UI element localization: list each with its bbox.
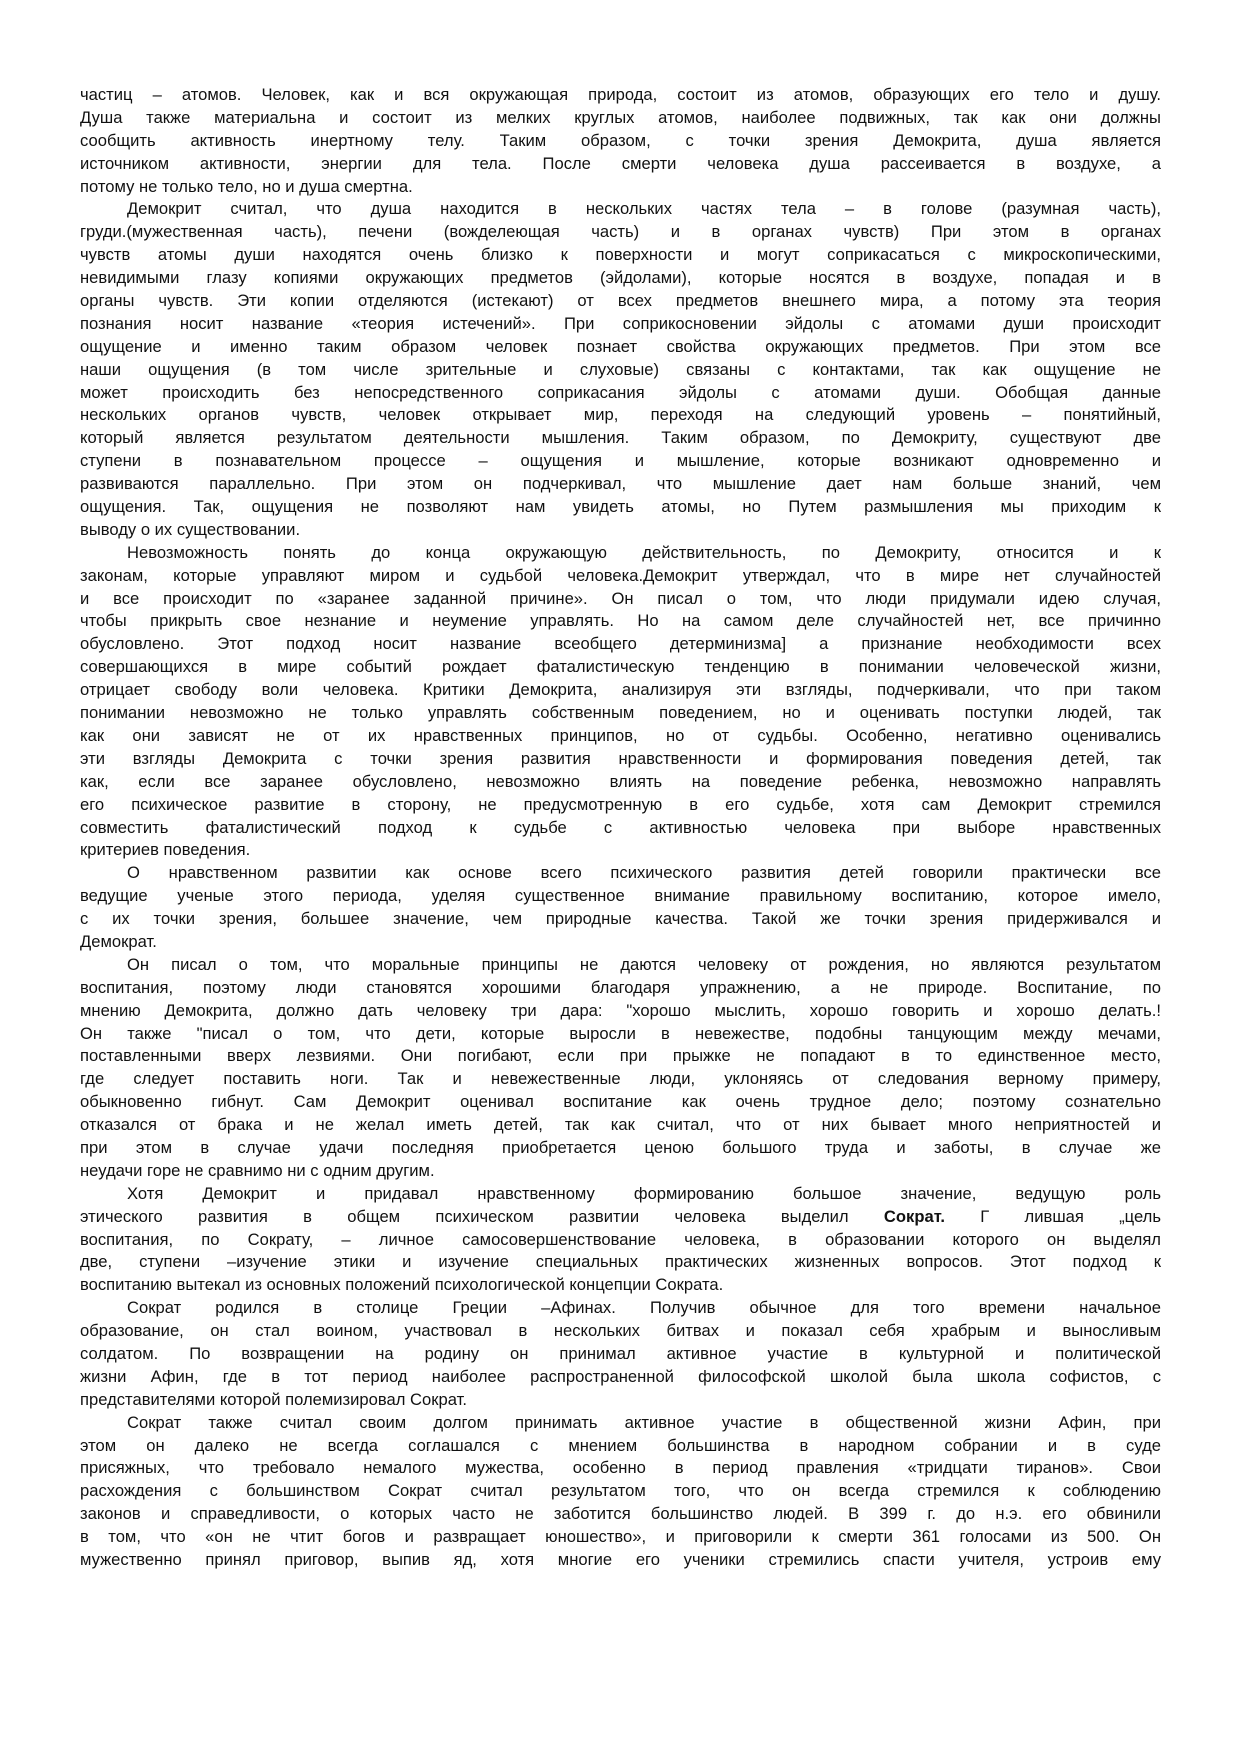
- text-line: законам, которые управляют миром и судьбой человека.Демокрит утверждал, что в мире нет случайностей: [80, 565, 1161, 585]
- text-line: неудачи горе не сравнимо ни с одним другим.: [80, 1160, 435, 1180]
- text-line: мнению Демокрита, должно дать человеку три дара: "хорошо мыслить, хорошо говорить и хорошо делать.!: [80, 1000, 1161, 1020]
- text-line: потому не только тело, но и душа смертна.: [80, 176, 413, 196]
- text-line: груди.(мужественная часть), печени (вожделеющая часть) и в органах чувств) При этом в органах: [80, 222, 1161, 242]
- document-page: [80, 84, 1161, 1572]
- paragraph: [80, 84, 1161, 198]
- text-line: при этом в случае удачи последняя приобретается ценою большого труда и заботы, в случае же: [80, 1137, 1161, 1157]
- text-line: образование, он стал воином, участвовал в нескольких битвах и показал себя храбрым и выносливым: [80, 1321, 1161, 1341]
- text-line: мужественно принял приговор, выпив яд, хотя многие его ученики стремились спасти учителя, устроив ему: [80, 1550, 1161, 1569]
- text-line: который является результатом деятельности мышления. Таким образом, по Демокриту, существуют две: [80, 428, 1161, 448]
- text-line: источником активности, энергии для тела. После смерти человека душа рассеивается в воздухе, а: [80, 153, 1161, 173]
- text-line: где следует поставить ноги. Так и невежественные люди, уклоняясь от следования верному примеру,: [80, 1069, 1161, 1089]
- paragraph: [80, 1412, 1161, 1572]
- text-line: две, ступени –изучение этики и изучение специальных практических жизненных вопросов. Этот подход к: [80, 1252, 1161, 1272]
- text-line: в том, что «он не чтит богов и развращает юношество», и приговорили к смерти 361 голосами из 500. Он: [80, 1527, 1161, 1547]
- text-line: и все происходит по «заранее заданной причине». Он писал о том, что люди придумали идею случая,: [80, 588, 1161, 608]
- text-segment: Г лившая „цель: [944, 1206, 1161, 1226]
- text-line: Демократ.: [80, 931, 157, 951]
- text-line: представителями которой полемизировал Сократ.: [80, 1389, 467, 1409]
- text-line: может происходить без непосредственного соприкасания эйдолы с атомами души. Обобщая данные: [80, 382, 1161, 402]
- text-line: познания носит название «теория истечений». При соприкосновении эйдолы с атомами души происходит: [80, 313, 1161, 333]
- text-line: солдатом. По возвращении на родину он принимал активное участие в культурной и политической: [80, 1343, 1161, 1363]
- paragraph: [80, 198, 1161, 541]
- text-line: Демокрит считал, что душа находится в нескольких частях тела – в голове (разумная часть),: [127, 199, 1161, 219]
- paragraph: [80, 862, 1161, 954]
- text-line: нескольких органов чувств, человек открывает мир, переходя на следующий уровень – понятийный,: [80, 405, 1161, 425]
- text-line: невидимыми глазу копиями окружающих предметов (эйдолами), которые носятся в воздухе, попадая и в: [80, 268, 1161, 288]
- bold-name: Сократ.: [883, 1206, 945, 1226]
- text-line: присяжных, что требовало немалого мужества, особенно в период правления «тридцати тиранов». Свои: [80, 1458, 1161, 1478]
- text-line: расхождения с большинством Сократ считал результатом того, что он всегда стремился к соблюдению: [80, 1481, 1161, 1501]
- text-line: совершающихся в мире событий рождает фаталистическую тенденцию в понимании человеческой жизни,: [80, 657, 1161, 677]
- text-line: как они зависят не от их нравственных принципов, но от судьбы. Особенно, негативно оценивались: [80, 725, 1161, 745]
- text-line: обыкновенно гибнут. Сам Демокрит оценивал воспитание как очень трудное дело; поэтому сознательно: [80, 1092, 1161, 1112]
- text-line: обусловлено. Этот подход носит название всеобщего детерминизма] а признание необходимости всех: [80, 634, 1161, 654]
- text-line: воспитания, поэтому люди становятся хорошими благодаря упражнению, а не природе. Воспитание, по: [80, 977, 1161, 997]
- text-line: воспитанию вытекал из основных положений психологической концепции Сократа.: [80, 1275, 724, 1295]
- text-line: О нравственном развитии как основе всего психического развития детей говорили практически все: [127, 863, 1161, 883]
- paragraph: [80, 1183, 1161, 1297]
- text-line: с их точки зрения, большее значение, чем природные качества. Такой же точки зрения придерживался и: [80, 909, 1161, 929]
- text-line: Душа также материальна и состоит из мелких круглых атомов, наиболее подвижных, так как они должны: [80, 107, 1161, 127]
- text-line: совместить фаталистический подход к судьбе с активностью человека при выборе нравственных: [80, 817, 1161, 837]
- text-segment: этического развития в общем психическом развитии человека выделил: [80, 1206, 884, 1226]
- text-line: частиц – атомов. Человек, как и вся окружающая природа, состоит из атомов, образующих его тело и душу.: [80, 85, 1161, 104]
- text-line: понимании невозможно не только управлять собственным поведением, но и оценивать поступки людей, так: [80, 703, 1161, 723]
- text-line: Невозможность понять до конца окружающую действительность, по Демокриту, относится и к: [127, 542, 1161, 562]
- text-line: чувств атомы души находятся очень близко к поверхности и могут соприкасаться с микроскопическими,: [80, 245, 1161, 265]
- text-line: ступени в познавательном процессе – ощущения и мышление, которые возникают одновременно и: [80, 451, 1161, 471]
- text-line: его психическое развитие в сторону, не предусмотренную в его судьбе, хотя сам Демокрит стремился: [80, 794, 1161, 814]
- text-line: сообщить активность инертному телу. Таким образом, с точки зрения Демокрита, душа является: [80, 130, 1161, 150]
- text-line: чтобы прикрыть свое незнание и неумение управлять. Но на самом деле случайностей нет, все причинно: [80, 611, 1161, 631]
- text-line: Хотя Демокрит и придавал нравственному формированию большое значение, ведущую роль: [127, 1183, 1161, 1203]
- text-line: органы чувств. Эти копии отделяются (истекают) от всех предметов внешнего мира, а потому эта теория: [80, 291, 1161, 311]
- text-line: как, если все заранее обусловлено, невозможно влиять на поведение ребенка, невозможно направлять: [80, 771, 1161, 791]
- text-line: эти взгляды Демокрита с точки зрения развития нравственности и формирования поведения детей, так: [80, 748, 1161, 768]
- text-line: ощущение и именно таким образом человек познает свойства окружающих предметов. При этом все: [80, 336, 1161, 356]
- paragraph: [80, 542, 1161, 862]
- text-line: этом он далеко не всегда соглашался с мнением большинства в народном собрании и в суде: [80, 1435, 1161, 1455]
- paragraph: [80, 1297, 1161, 1411]
- text-line: отрицает свободу воли человека. Критики Демокрита, анализируя эти взгляды, подчеркивали, что при таком: [80, 680, 1161, 700]
- text-line: ведущие ученые этого периода, уделяя существенное внимание правильному воспитанию, которое имело,: [80, 886, 1161, 906]
- text-line: Он писал о том, что моральные принципы не даются человеку от рождения, но являются результатом: [127, 954, 1161, 974]
- text-line: Он также "писал о том, что дети, которые выросли в невежестве, подобны танцующим между мечами,: [80, 1023, 1161, 1043]
- text-line: отказался от брака и не желал иметь детей, так как считал, что от них бывает много неприятностей и: [80, 1115, 1161, 1135]
- text-line: критериев поведения.: [80, 840, 251, 860]
- text-line: законов и справедливости, о которых часто не заботится большинство людей. В 399 г. до н.э. его обвинили: [80, 1504, 1161, 1524]
- text-line: ощущения. Так, ощущения не позволяют нам увидеть атомы, но Путем размышления мы приходим к: [80, 497, 1161, 517]
- text-line: [80, 1206, 1161, 1229]
- text-line: Сократ родился в столице Греции –Афинах. Получив обычное для того времени начальное: [127, 1298, 1161, 1318]
- text-line: наши ощущения (в том числе зрительные и слуховые) связаны с контактами, так как ощущение не: [80, 359, 1161, 379]
- text-line: воспитания, по Сократу, – личное самосовершенствование человека, в образовании которого он выделял: [80, 1229, 1161, 1249]
- text-line: жизни Афин, где в тот период наиболее распространенной философской школой была школа софистов, с: [80, 1366, 1161, 1386]
- text-line: выводу о их существовании.: [80, 519, 301, 539]
- text-line: развиваются параллельно. При этом он подчеркивал, что мышление дает нам больше знаний, чем: [80, 474, 1161, 494]
- text-line: Сократ также считал своим долгом принимать активное участие в общественной жизни Афин, при: [127, 1412, 1161, 1432]
- text-line: поставленными вверх лезвиями. Они погибают, если при прыжке не попадают в то единственное место,: [80, 1046, 1161, 1066]
- paragraph: [80, 954, 1161, 1183]
